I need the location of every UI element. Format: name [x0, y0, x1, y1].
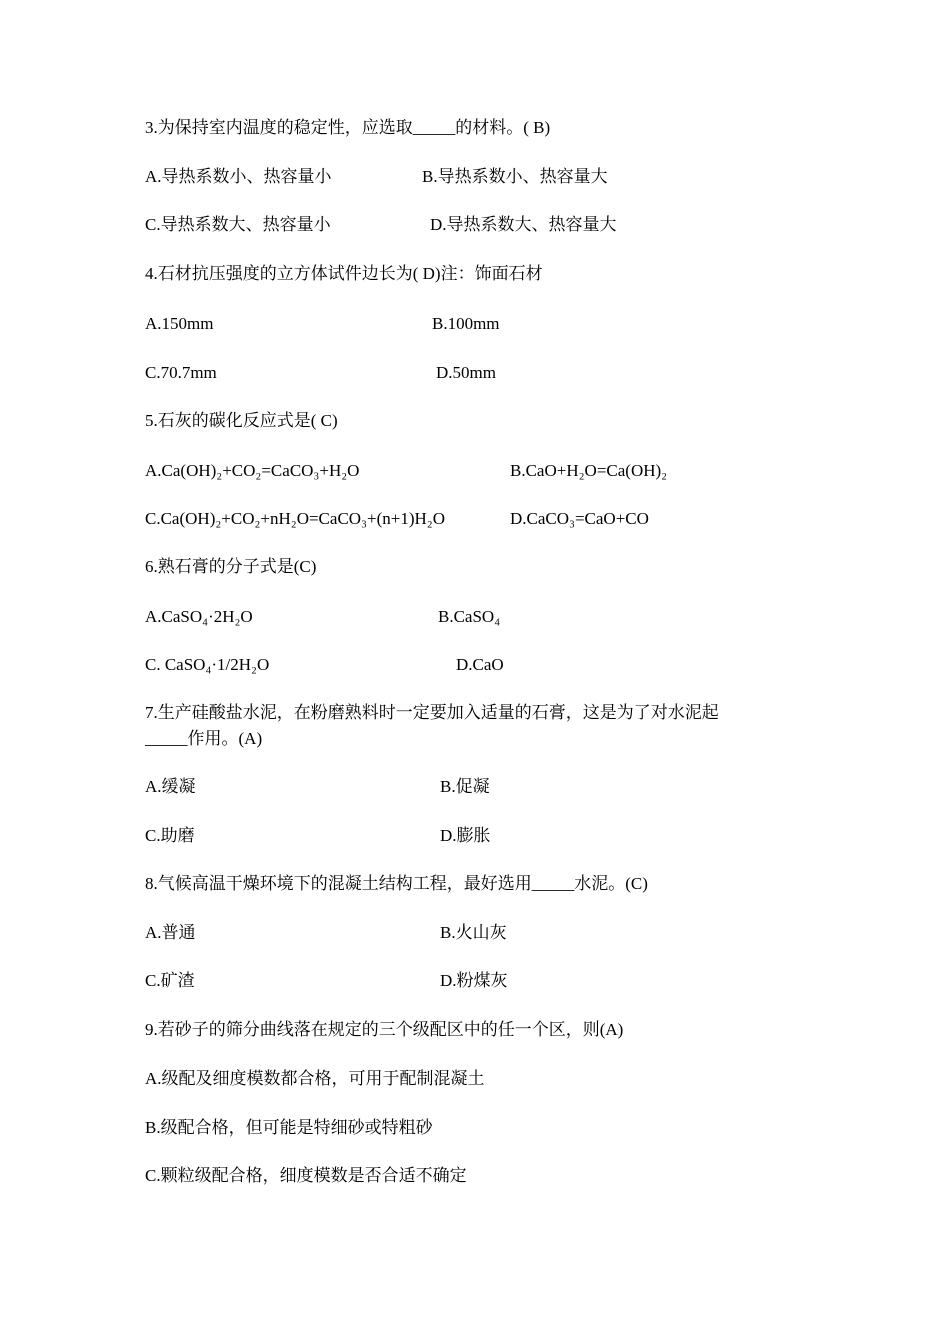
question-7-option-c: C.助磨	[145, 826, 195, 845]
question-8-option-d: D.粉煤灰	[440, 971, 508, 990]
question-3-option-b: B.导热系数小、热容量大	[422, 167, 608, 186]
question-6-option-a: A.CaSO₄·2H₂O	[145, 607, 253, 626]
question-9-option-a: A.级配及细度模数都合格，可用于配制混凝土	[145, 1069, 485, 1088]
question-5-option-a: A.Ca(OH)₂+CO₂=CaCO₃+H₂O	[145, 461, 360, 480]
question-7-option-d: D.膨胀	[440, 826, 491, 845]
question-3-option-d: D.导热系数大、热容量大	[430, 215, 617, 234]
question-7-option-b: B.促凝	[440, 777, 490, 796]
question-8-option-b: B.火山灰	[440, 923, 507, 942]
question-4-option-a: A.150mm	[145, 314, 214, 333]
question-5-option-b: B.CaO+H₂O=Ca(OH)₂	[510, 461, 668, 480]
question-4-option-b: B.100mm	[432, 314, 500, 333]
question-5-option-d: D.CaCO₃=CaO+CO	[510, 509, 649, 528]
question-7-stem-line-2: _____作用。(A)	[145, 729, 263, 748]
question-8-stem: 8.气候高温干燥环境下的混凝土结构工程，最好选用_____水泥。(C)	[145, 874, 648, 893]
question-9-stem: 9.若砂子的筛分曲线落在规定的三个级配区中的任一个区，则(A)	[145, 1020, 624, 1039]
question-6-stem: 6.熟石膏的分子式是(C)	[145, 557, 317, 576]
question-9-option-b: B.级配合格，但可能是特细砂或特粗砂	[145, 1118, 433, 1137]
question-5-option-c: C.Ca(OH)₂+CO₂+nH₂O=CaCO₃+(n+1)H₂O	[145, 509, 445, 528]
question-6-option-b: B.CaSO₄	[438, 607, 501, 626]
question-5-stem: 5.石灰的碳化反应式是( C)	[145, 411, 338, 430]
question-8-option-c: C.矿渣	[145, 971, 195, 990]
question-4-option-c: C.70.7mm	[145, 363, 217, 382]
question-3-option-c: C.导热系数大、热容量小	[145, 215, 331, 234]
question-9-option-c: C.颗粒级配合格，细度模数是否合适不确定	[145, 1166, 467, 1185]
question-8-option-a: A.普通	[145, 923, 196, 942]
question-3-option-a: A.导热系数小、热容量小	[145, 167, 332, 186]
question-6-option-c: C. CaSO₄·1/2H₂O	[145, 655, 270, 674]
question-6-option-d: D.CaO	[456, 655, 504, 674]
question-7-stem-line-1: 7.生产硅酸盐水泥，在粉磨熟料时一定要加入适量的石膏，这是为了对水泥起	[145, 703, 719, 722]
question-3-stem: 3.为保持室内温度的稳定性，应选取_____的材料。( B)	[145, 118, 551, 137]
question-4-option-d: D.50mm	[436, 363, 496, 382]
question-7-option-a: A.缓凝	[145, 777, 196, 796]
question-4-stem: 4.石材抗压强度的立方体试件边长为( D)注：饰面石材	[145, 264, 543, 283]
